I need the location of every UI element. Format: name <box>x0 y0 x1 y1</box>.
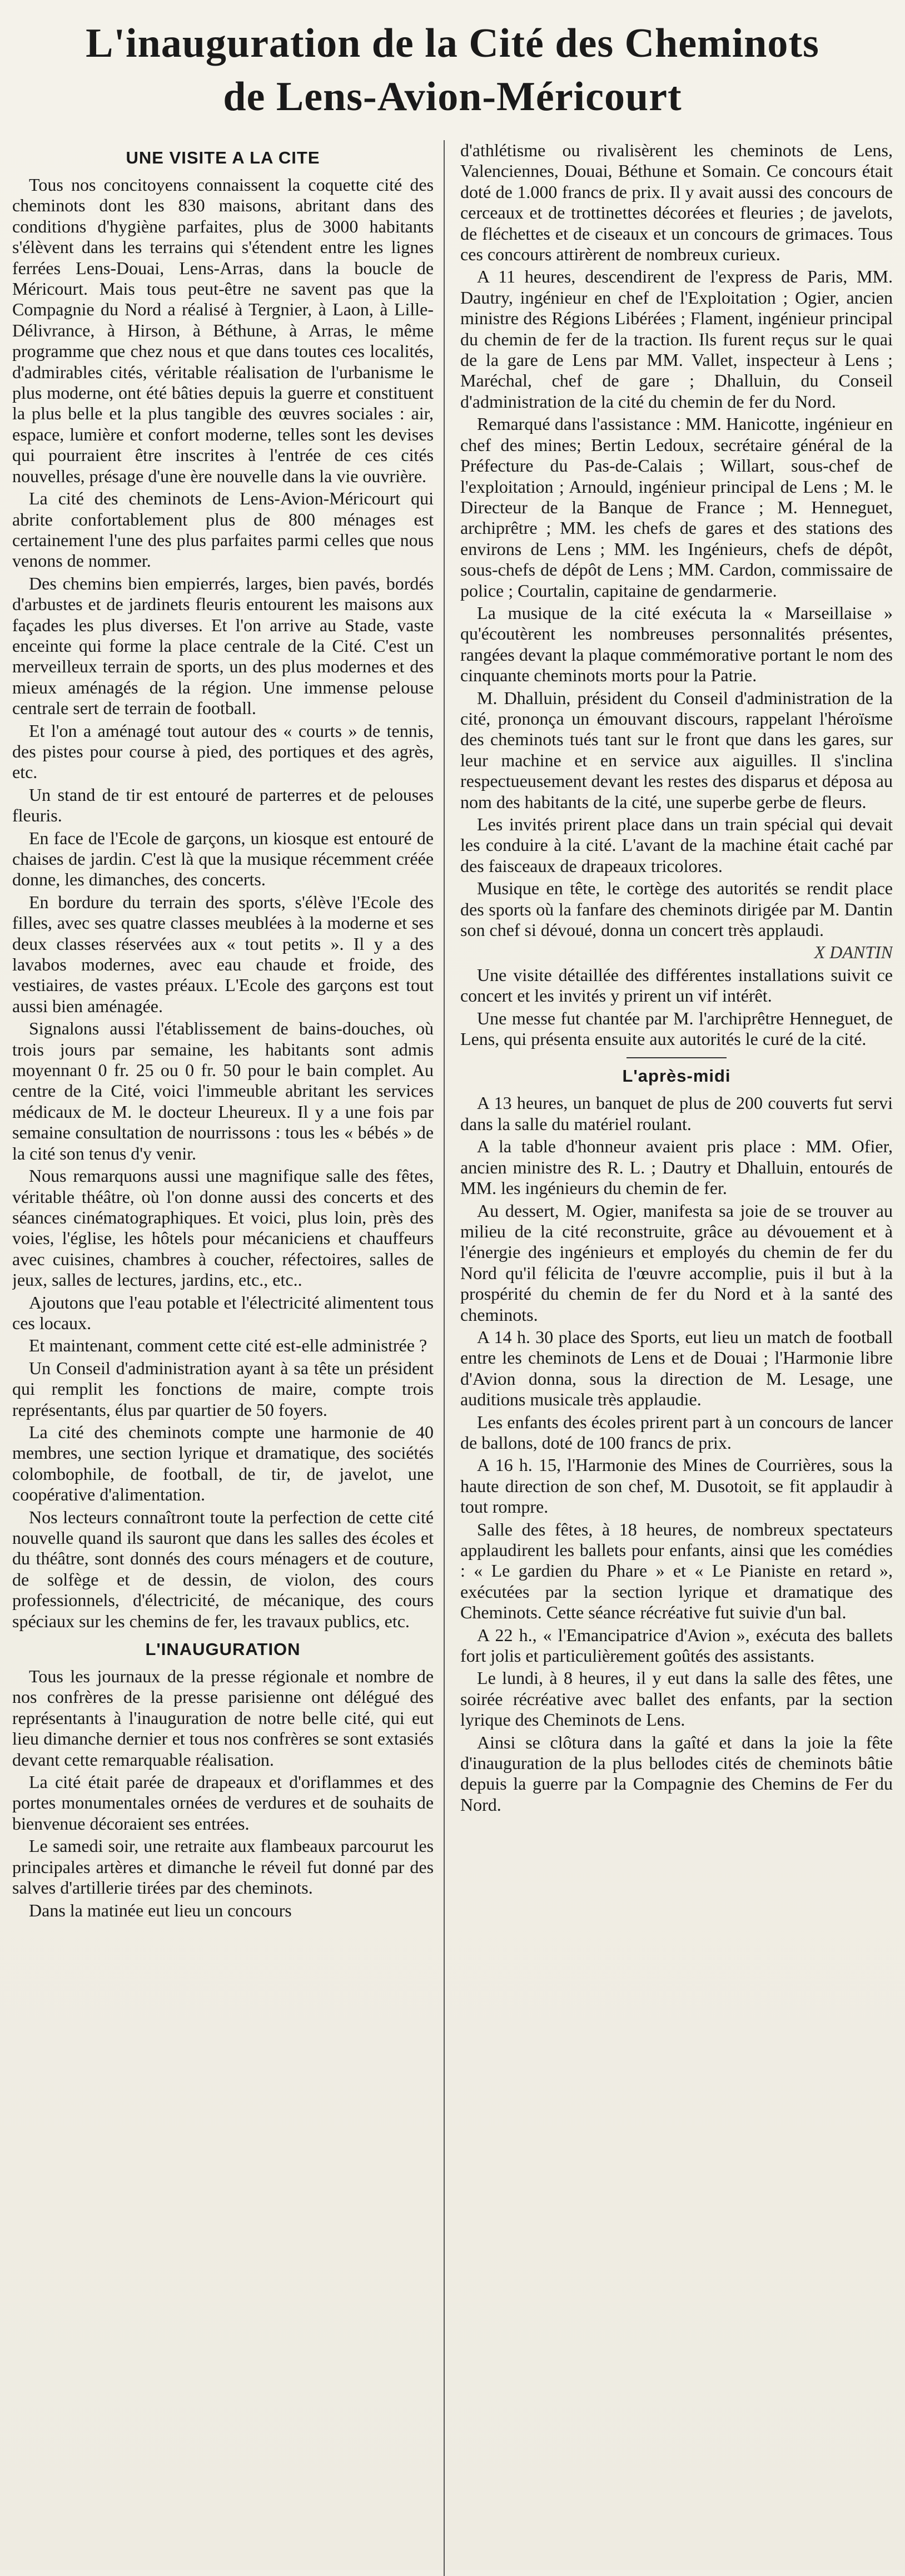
paragraph: La cité était parée de drapeaux et d'oriflammes et des portes monumentales ornées de verdures et de souhaits de bienvenue décoraient ses entrées. <box>12 1772 434 1834</box>
paragraph: La cité des cheminots compte une harmonie de 40 membres, une section lyrique et dramatique, des sociétés colombophile, de football, de tir, de javelot, une coopérative d'alimentation. <box>12 1421 434 1505</box>
paragraph: A 16 h. 15, l'Harmonie des Mines de Courrières, sous la haute direction de son chef, M. Dusotoit, se fit applaudir à tout rompre. <box>460 1455 893 1517</box>
paragraph: Un stand de tir est entouré de parterres et de pelouses fleuris. <box>12 784 434 826</box>
paragraph: A la table d'honneur avaient pris place : MM. Ofier, ancien ministre des R. L. ; Dautry et Dhalluin, entourés de MM. les ingénieurs du chemin de fer. <box>460 1136 893 1198</box>
paragraph: Ajoutons que l'eau potable et l'électricité alimentent tous ces locaux. <box>12 1292 434 1333</box>
paragraph: A 11 heures, descendirent de l'express de Paris, MM. Dautry, ingénieur en chef de l'Exploitation ; Ogier, ancien ministre des Régions Libérées ; Flament, ingénieur principal du chemin de fer de la traction. Ils furent reçus sur le quai de la gare de Lens par MM. Vallet, inspecteur à Lens ; Maréchal, chef de gare ; Dhalluin, du Conseil d'administration de la cité du chemin de fer du Nord. <box>460 266 893 412</box>
paragraph: A 13 heures, un banquet de plus de 200 couverts fut servi dans la salle du matériel roulant. <box>460 1093 893 1134</box>
paragraph: A 22 h., « l'Emancipatrice d'Avion », exécuta des ballets fort jolis et particulièrement goûtés des assistants. <box>460 1624 893 1666</box>
paragraph: Des chemins bien empierrés, larges, bien pavés, bordés d'arbustes et de jardinets fleuris entourent les maisons aux façades les plus diverses. Et l'on arrive au Stade, vaste enceinte qui forme la place centrale de la Cité. C'est un merveilleux terrain de sports, un des plus modernes et des mieux aménagés de la région. Une immense pelouse centrale sert de terrain de football. <box>12 573 434 719</box>
paragraph: Le samedi soir, une retraite aux flambeaux parcourut les principales artères et dimanche le réveil fut donné par des salves d'artillerie tirées par des cheminots. <box>12 1836 434 1898</box>
paragraph: Et l'on a aménagé tout autour des « courts » de tennis, des pistes pour course à pied, des portiques et des agrès, etc. <box>12 720 434 782</box>
paragraph: La cité des cheminots de Lens-Avion-Méricourt qui abrite confortablement plus de 800 ménages est certainement l'une des plus parfaites parmi celles que nous venons de nommer. <box>12 488 434 571</box>
paragraph: En face de l'Ecole de garçons, un kiosque est entouré de chaises de jardin. C'est là que la musique récemment créée donne, les dimanches, des concerts. <box>12 828 434 890</box>
paragraph: Une visite détaillée des différentes installations suivit ce concert et les invités y prirent un vif intérêt. <box>460 964 893 1006</box>
subheading-visite: UNE VISITE A LA CITE <box>126 148 320 167</box>
paragraph: Tous les journaux de la presse régionale et nombre de nos confrères de la presse parisienne ont délégué des représentants à l'inauguration de notre belle cité, qui eut lieu dimanche dernier et tous nos confrères se sont extasiés devant cette remarquable réalisation. <box>12 1666 434 1770</box>
paragraph: Signalons aussi l'établissement de bains-douches, où trois jours par semaine, les habitants sont admis moyennant 0 fr. 25 ou 0 fr. 50 pour le bain complet. Au centre de la Cité, voici l'immeuble abritant les services médicaux de M. le docteur Lheureux. Il y a une fois par semaine consultation de nourrissons : tous les « bébés » de la cité son tenus d'y venir. <box>12 1018 434 1163</box>
paragraph: Nos lecteurs connaîtront toute la perfection de cette cité nouvelle quand ils sauront que dans les salles des écoles et du théâtre, sont donnés des cours ménagers et de couture, de solfège et de dessin, de violon, des cours professionnels, d'électricité, de mécanique, des cours spéciaux sur les chemins de fer, les travaux publics, etc. <box>12 1507 434 1631</box>
paragraph: Tous nos concitoyens connaissent la coquette cité des cheminots dont les 830 maisons, abritant dans des conditions d'hygiène parfaites, plus de 3000 habitants s'élèvent dans les terrains qui s'étendent entre les lignes ferrées Lens-Douai, Lens-Arras, dans la boucle de Méricourt. Mais tous peut-être ne savent pas que la Compagnie du Nord a réalisé à Tergnier, à Laon, à Lille-Délivrance, à Hirson, à Béthune, à Arras, le même programme que chez nous et que dans toutes ces localités, d'admirables cités, véritable réalisation de l'urbanisme le plus moderne, ont été bâties depuis la guerre et constituent la plus belle et la plus tangible des œuvres sociales : air, espace, lumière et confort moderne, telles sont les devises qui pourraient être inscrites à l'entrée de ces cités nouvelles, présage d'une ère nouvelle dans la vie ouvrière. <box>12 175 434 486</box>
paragraph: En bordure du terrain des sports, s'élève l'Ecole des filles, avec ses quatre classes meublées à la moderne et ses deux classes réservées aux « tout petits ». Il y a des lavabos modernes, avec eau chaude et froide, des vestiaires, de vastes préaux. L'Ecole des garçons est tout aussi bien aménagée. <box>12 891 434 1016</box>
paragraph: Salle des fêtes, à 18 heures, de nombreux spectateurs applaudirent les ballets pour enfants, ainsi que les comédies : « Le gardien du Phare » et « Le Pianiste en retard », exécutées par la section lyrique et dramatique des Cheminots. Cette séance récréative fut suivie d'un bal. <box>460 1519 893 1623</box>
subheading-apres-midi: L'après-midi <box>622 1066 731 1086</box>
right-column <box>458 140 893 2576</box>
subheading-inauguration: L'INAUGURATION <box>145 1639 301 1659</box>
paragraph: Une messe fut chantée par M. l'archiprêtre Henneguet, de Lens, qui présenta ensuite aux autorités le curé de la cité. <box>460 1008 893 1049</box>
paragraph: Les enfants des écoles prirent part à un concours de lancer de ballons, doté de 100 francs de prix. <box>460 1411 893 1453</box>
handwritten-annotation: X DANTIN <box>814 942 893 963</box>
section-divider <box>626 1057 727 1058</box>
paragraph: Musique en tête, le cortège des autorités se rendit place des sports où la fanfare des cheminots dirigée par M. Dantin son chef si dévoué, donna un concert très applaudi. <box>460 878 893 940</box>
headline <box>12 17 893 123</box>
paragraph: d'athlétisme ou rivalisèrent les cheminots de Lens, Valenciennes, Douai, Béthune et Somain. Ce concours était doté de 1.000 francs de prix. Il y avait aussi des concours de cerceaux et de trottinettes décorées et fleuries ; de javelots, de fléchettes et de ciseaux et un concours de grimaces. Tous ces concours attirèrent de nombreux curieux. <box>460 140 893 265</box>
paragraph: La musique de la cité exécuta la « Marseillaise » qu'écoutèrent les nombreuses personnalités présentes, rangées devant la plaque commémorative portant le nom des cinquante cheminots morts pour la Patrie. <box>460 602 893 686</box>
paragraph: Au dessert, M. Ogier, manifesta sa joie de se trouver au milieu de la cité reconstruite, grâce au dévouement et à l'énergie des ingénieurs et employés du chemin de fer du Nord qu'il félicita de l'œuvre accomplie, puis il but à la prospérité du chemin de fer du Nord et à la santé des cheminots. <box>460 1200 893 1325</box>
paragraph: Les invités prirent place dans un train spécial qui devait les conduire à la cité. L'avant de la machine était caché par des faisceaux de drapeaux tricolores. <box>460 814 893 876</box>
paragraph: Dans la matinée eut lieu un concours <box>29 1900 292 1920</box>
paragraph: Le lundi, à 8 heures, il y eut dans la salle des fêtes, une soirée récréative avec ballet des enfants, par la section lyrique des Cheminots de Lens. <box>460 1668 893 1730</box>
paragraph: A 14 h. 30 place des Sports, eut lieu un match de football entre les cheminots de Lens et de Douai ; l'Harmonie libre d'Avion donna, sous la direction de M. Lesage, une auditions musicale très applaudie. <box>460 1326 893 1410</box>
paragraph: Ainsi se clôtura dans la gaîté et dans la joie la fête d'inauguration de la plus bellodes cités de cheminots bâtie depuis la guerre par la Compagnie des Chemins de Fer du Nord. <box>460 1732 893 1815</box>
headline-line-2: de Lens-Avion-Méricourt <box>223 74 682 120</box>
paragraph: Nous remarquons aussi une magnifique salle des fêtes, véritable théâtre, où l'on donne aussi des concerts et des séances cinématographiques. Et voici, plus loin, près des voies, l'église, les hôtels pour mécaniciens et chauffeurs avec cuisines, chambres à coucher, réfectoires, salles de jeux, salles de lectures, jardins, etc., etc.. <box>12 1166 434 1290</box>
paragraph: Et maintenant, comment cette cité est-elle administrée ? <box>29 1335 427 1356</box>
article-columns <box>12 140 893 2576</box>
paragraph: Un Conseil d'administration ayant à sa tête un président qui remplit les fonctions de maire, compte trois représentants, élus par quartier de 50 foyers. <box>12 1358 434 1420</box>
paragraph: M. Dhalluin, président du Conseil d'administration de la cité, prononça un émouvant discours, rappelant l'héroïsme des cheminots tués tant sur le front que dans les gares, sur leur machine et en service aux aiguilles. Il s'inclina respectueusement devant les restes des disparus et déposa au nom des habitants de la cité, une superbe gerbe de fleurs. <box>460 687 893 812</box>
left-column <box>12 140 445 2576</box>
headline-line-1: L'inauguration de la Cité des Cheminots <box>86 21 819 66</box>
paragraph: Remarqué dans l'assistance : MM. Hanicotte, ingénieur en chef des mines; Bertin Ledoux, secrétaire général de la Préfecture du Pas-de-Calais ; Willart, sous-chef de l'exploitation ; Arnould, ingénieur principal de Lens ; M. le Directeur de la Banque de France ; M. Henneguet, archiprêtre ; MM. les chefs de gares et des stations des environs de Lens ; MM. les Ingénieurs, chefs de dépôt, sous-chefs de dépôt de Lens ; MM. Cardon, commissaire de police ; Courtalin, capitaine de gendarmerie. <box>460 414 893 601</box>
